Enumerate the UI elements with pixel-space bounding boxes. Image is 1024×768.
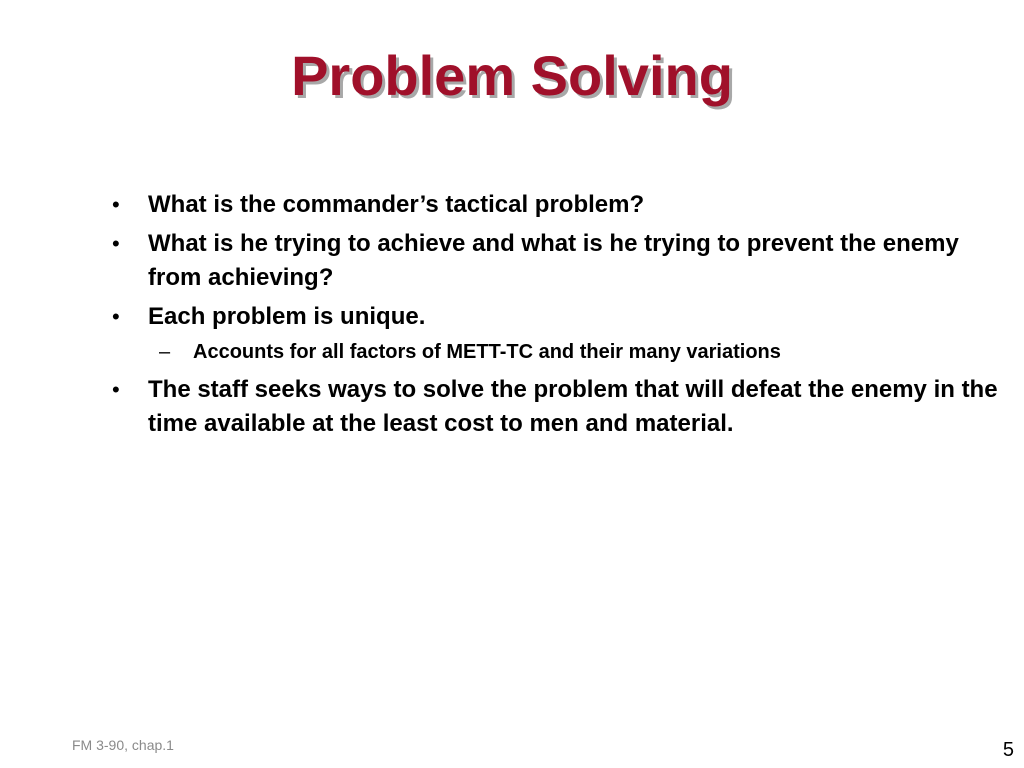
bullet-icon: • <box>112 192 120 217</box>
bullet-text: What is the commander’s tactical problem? <box>148 191 645 218</box>
bullet-text: What is he trying to achieve and what is he trying to prevent the enemy from achieving? <box>148 230 959 291</box>
sub-bullet-item <box>112 337 1012 367</box>
bullet-list <box>112 188 1012 446</box>
bullet-item <box>112 188 1012 222</box>
bullet-text: Each problem is unique. <box>148 303 426 330</box>
bullet-text: The staff seeks ways to solve the problem that will defeat the enemy in the time available at the least cost to men and material. <box>148 376 998 437</box>
bullet-item <box>112 373 1012 441</box>
bullet-item <box>112 300 1012 334</box>
bullet-item <box>112 227 1012 295</box>
bullet-icon: • <box>112 377 120 402</box>
slide-title: Problem Solving <box>291 44 733 107</box>
bullet-icon: • <box>112 231 120 256</box>
page-number: 5 <box>1002 739 1014 761</box>
dash-icon: – <box>159 341 171 363</box>
sub-bullet-text: Accounts for all factors of METT-TC and their many variations <box>193 341 781 363</box>
footer-reference: FM 3-90, chap.1 <box>72 737 174 753</box>
bullet-icon: • <box>112 304 120 329</box>
